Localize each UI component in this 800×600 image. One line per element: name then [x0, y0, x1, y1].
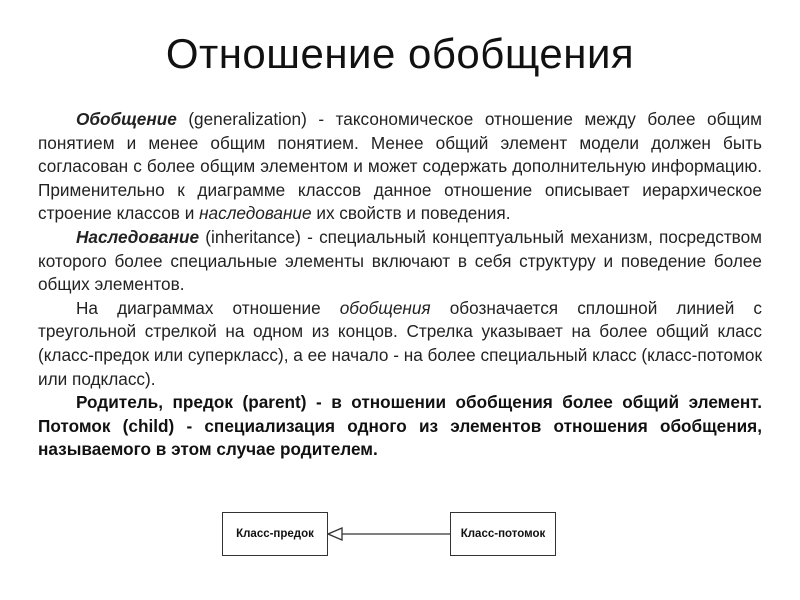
- parent-class-box: Класс-предок: [222, 512, 328, 556]
- term-generalization: Обобщение: [76, 109, 177, 129]
- paragraph-parent-child: Родитель, предок (parent) - в отношении обобщения более общий элемент. Потомок (child) - специализация одного из элементов отношения обобщения, называемого в этом случае родителем.: [38, 392, 762, 460]
- notation-text-start: На диаграммах отношение: [76, 297, 340, 318]
- generalization-definition-end: их свойств и поведения.: [311, 203, 511, 224]
- generalization-definition: (generalization) - таксономическое отношение между более общим понятием и менее общим понятием. Менее общий элемент модели должен быть согласован с более общим элементом и может содержать дополнительную информацию. Применительно к диаграмме классов данное отношение описывает иерархическое строение классов и: [38, 109, 762, 224]
- hollow-triangle-arrowhead-icon: [328, 528, 342, 540]
- generalization-diagram: [220, 512, 560, 562]
- generalization-arrow: [328, 512, 450, 556]
- term-inheritance: Наследование: [76, 226, 200, 247]
- child-class-box: Класс-потомок: [450, 512, 556, 556]
- paragraph-generalization: [38, 108, 762, 226]
- body-text: [38, 108, 762, 462]
- inheritance-definition: (inheritance) - специальный концептуальный механизм, посредством которого более специальные элементы включают в себя структуру и поведение более общих элементов.: [38, 226, 762, 295]
- slide-title: Отношение обобщения: [165, 30, 635, 77]
- paragraph-notation: [38, 297, 762, 391]
- term-inheritance-italic: наследование: [199, 203, 312, 224]
- term-generalization-italic: обобщения: [339, 297, 431, 318]
- notation-text-end: обозначается сплошной линией с треугольной стрелкой на одном из концов. Стрелка указывает на более общий класс (класс-предок или суперкласс), а ее начало - на более специальный класс (класс-потомок или подкласс).: [38, 297, 762, 389]
- paragraph-inheritance: [38, 226, 762, 297]
